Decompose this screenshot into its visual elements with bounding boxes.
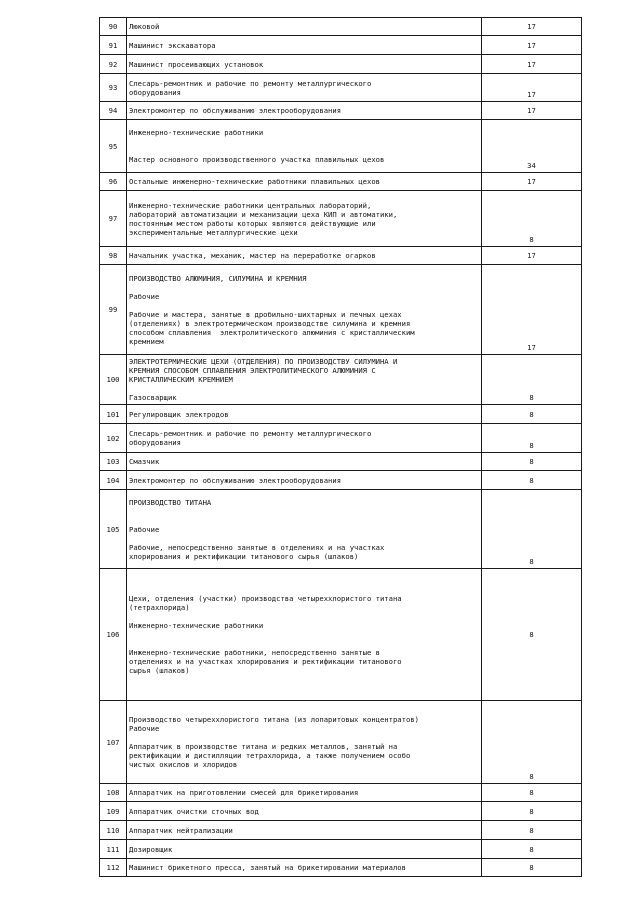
row-value: 8 xyxy=(482,355,582,405)
description-line: ПРОИЗВОДСТВО АЛЮМИНИЯ, СИЛУМИНА И КРЕМНИЯ xyxy=(129,273,307,283)
row-number: 104 xyxy=(100,471,127,490)
row-value: 8 xyxy=(482,569,582,701)
description-line: Слесарь-ремонтник и рабочие по ремонту металлургического xyxy=(129,429,372,438)
description-line: лабораторий автоматизации и механизации цеха КИП и автоматики, xyxy=(129,209,398,219)
row-number: 108 xyxy=(100,784,127,802)
row-value: 17 xyxy=(482,247,582,265)
description-line: Машинист просеивающих установок xyxy=(129,59,264,69)
row-number: 112 xyxy=(100,859,127,877)
description-line: сырья (шлаков) xyxy=(129,666,190,675)
description-line: чистых окислов и хлоридов xyxy=(129,760,238,769)
row-number: 91 xyxy=(100,36,127,55)
row-description xyxy=(127,424,482,453)
row-value: 17 xyxy=(482,36,582,55)
description-line: экспериментальные металлургические цехи xyxy=(129,227,298,237)
table-row xyxy=(100,36,582,55)
description-line: Инженерно-технические работники центральных лабораторий, xyxy=(129,200,372,210)
description-line: Аппаратчик нейтрализации xyxy=(129,825,233,835)
table-row xyxy=(100,784,582,802)
table-row xyxy=(100,173,582,191)
row-value: 34 xyxy=(482,120,582,173)
hazard-pay-table xyxy=(99,17,582,877)
row-number: 107 xyxy=(100,701,127,784)
row-description xyxy=(127,453,482,471)
row-value: 8 xyxy=(482,821,582,840)
table-row xyxy=(100,355,582,405)
row-value: 8 xyxy=(482,453,582,471)
table-row xyxy=(100,453,582,471)
description-line: ПРОИЗВОДСТВО ТИТАНА xyxy=(129,497,212,507)
table-row xyxy=(100,840,582,859)
blank-line xyxy=(129,639,479,648)
description-line: Газосварщик xyxy=(129,393,177,402)
row-description xyxy=(127,120,482,173)
row-value: 8 xyxy=(482,859,582,877)
row-description xyxy=(127,569,482,701)
row-value: 17 xyxy=(482,173,582,191)
row-number: 100 xyxy=(100,355,127,405)
row-number: 110 xyxy=(100,821,127,840)
row-description xyxy=(127,265,482,355)
row-value: 8 xyxy=(482,701,582,784)
description-line: Дозировщик xyxy=(129,844,173,854)
description-line: Машинист брикетного пресса, занятый на брикетировании материалов xyxy=(129,863,406,872)
row-description xyxy=(127,859,482,877)
blank-line xyxy=(129,283,479,292)
description-line: Производство четыреххлористого титана (из лопаритовых концентратов) xyxy=(129,715,419,724)
description-line: Аппаратчик на приготовлении смесей для брикетирования xyxy=(129,788,359,797)
row-description xyxy=(127,191,482,247)
row-number: 102 xyxy=(100,424,127,453)
row-value: 17 xyxy=(482,55,582,74)
table-body xyxy=(100,18,582,877)
description-line: оборудования xyxy=(129,438,181,447)
row-number: 93 xyxy=(100,74,127,102)
table-row xyxy=(100,74,582,102)
row-description xyxy=(127,102,482,120)
table-row xyxy=(100,569,582,701)
row-number: 90 xyxy=(100,18,127,36)
table-row xyxy=(100,859,582,877)
row-number: 95 xyxy=(100,120,127,173)
description-line: КРЕМНИЯ СПОСОБОМ СПЛАВЛЕНИЯ ЭЛЕКТРОЛИТИЧЕСКОГО АЛЮМИНИЯ С xyxy=(129,366,376,375)
table-row xyxy=(100,102,582,120)
description-line: Рабочие xyxy=(129,291,160,301)
blank-line xyxy=(129,516,479,525)
description-line: Смазчик xyxy=(129,457,160,466)
description-line: Электромонтер по обслуживанию электрооборудования xyxy=(129,106,342,115)
row-value: 17 xyxy=(482,265,582,355)
description-line: хлорирования и ректификации титанового сырья (шлаков) xyxy=(129,551,359,561)
document-page xyxy=(99,17,570,877)
description-line: постоянным местом работы которых являются действующие или xyxy=(129,218,376,228)
row-value: 8 xyxy=(482,784,582,802)
description-line: Регулировщик электродов xyxy=(129,409,229,419)
description-line: ЭЛЕКТРОТЕРМИЧЕСКИЕ ЦЕХИ (ОТДЕЛЕНИЯ) ПО ПРОИЗВОДСТВУ СИЛУМИНА И xyxy=(129,357,398,366)
row-description xyxy=(127,821,482,840)
description-line: Машинист экскаватора xyxy=(129,40,216,50)
row-number: 98 xyxy=(100,247,127,265)
row-description xyxy=(127,74,482,102)
row-value: 8 xyxy=(482,840,582,859)
description-line: (отделениях) в электротермическом производстве силумина и кремния xyxy=(129,318,411,328)
description-line: Инженерно-технические работники xyxy=(129,128,264,137)
table-row xyxy=(100,18,582,36)
table-row xyxy=(100,802,582,821)
row-value: 17 xyxy=(482,102,582,120)
description-line: оборудования xyxy=(129,87,181,97)
description-line: Инженерно-технические работники, непосредственно занятые в xyxy=(129,648,380,657)
row-number: 94 xyxy=(100,102,127,120)
blank-line xyxy=(129,612,479,621)
blank-line xyxy=(129,534,479,543)
row-value: 8 xyxy=(482,490,582,569)
description-line: Люковой xyxy=(129,22,160,31)
table-row xyxy=(100,120,582,173)
row-value: 8 xyxy=(482,471,582,490)
table-row xyxy=(100,247,582,265)
row-description xyxy=(127,490,482,569)
row-description xyxy=(127,701,482,784)
row-number: 106 xyxy=(100,569,127,701)
row-value: 8 xyxy=(482,424,582,453)
blank-line xyxy=(129,301,479,310)
row-number: 103 xyxy=(100,453,127,471)
row-description xyxy=(127,355,482,405)
description-line: Инженерно-технические работники xyxy=(129,621,264,630)
row-description xyxy=(127,173,482,191)
table-row xyxy=(100,424,582,453)
row-number: 96 xyxy=(100,173,127,191)
table-row xyxy=(100,701,582,784)
row-description xyxy=(127,784,482,802)
table-row xyxy=(100,265,582,355)
description-line: кремнием xyxy=(129,336,164,346)
row-number: 101 xyxy=(100,405,127,424)
description-line: отделениях и на участках хлорирования и ректификации титанового xyxy=(129,657,402,666)
blank-line xyxy=(129,733,479,742)
description-line: Слесарь-ремонтник и рабочие по ремонту металлургического xyxy=(129,78,372,88)
row-number: 97 xyxy=(100,191,127,247)
row-value: 8 xyxy=(482,191,582,247)
row-description xyxy=(127,471,482,490)
row-value: 8 xyxy=(482,802,582,821)
row-description xyxy=(127,55,482,74)
blank-line xyxy=(129,630,479,639)
description-line: ректификации и дистилляции тетрахлорида, а также получением особо xyxy=(129,751,411,760)
row-value: 17 xyxy=(482,74,582,102)
row-number: 111 xyxy=(100,840,127,859)
description-line: Аппаратчик в производстве титана и редких металлов, занятый на xyxy=(129,742,398,751)
blank-line xyxy=(129,146,479,155)
table-row xyxy=(100,490,582,569)
row-description xyxy=(127,36,482,55)
description-line: Электромонтер по обслуживанию электрооборудования xyxy=(129,475,342,485)
description-line: Начальник участка, механик, мастер на переработке огарков xyxy=(129,251,376,260)
description-line: Аппаратчик очистки сточных вод xyxy=(129,806,259,816)
blank-line xyxy=(129,384,479,393)
description-line: Рабочие, непосредственно занятые в отделениях и на участках xyxy=(129,542,385,552)
row-description xyxy=(127,247,482,265)
description-line: Рабочие xyxy=(129,524,160,534)
description-line: КРИСТАЛЛИЧЕСКИМ КРЕМНИЕМ xyxy=(129,375,233,384)
description-line: Рабочие и мастера, занятые в дробильно-шихтарных и печных цехах xyxy=(129,309,402,319)
table-row xyxy=(100,191,582,247)
row-description xyxy=(127,405,482,424)
description-line: (тетрахлорида) xyxy=(129,603,190,612)
row-number: 92 xyxy=(100,55,127,74)
table-row xyxy=(100,405,582,424)
row-number: 99 xyxy=(100,265,127,355)
description-line: Мастер основного производственного участка плавильных цехов xyxy=(129,155,385,164)
description-line: способом сплавления электролитического алюминия с кристаллическим xyxy=(129,327,415,337)
row-number: 105 xyxy=(100,490,127,569)
blank-line xyxy=(129,137,479,146)
table-row xyxy=(100,821,582,840)
table-row xyxy=(100,55,582,74)
description-line: Остальные инженерно-технические работники плавильных цехов xyxy=(129,177,380,186)
row-description xyxy=(127,18,482,36)
row-number: 109 xyxy=(100,802,127,821)
row-description xyxy=(127,840,482,859)
blank-line xyxy=(129,507,479,516)
row-description xyxy=(127,802,482,821)
table-row xyxy=(100,471,582,490)
description-line: Рабочие xyxy=(129,724,160,733)
row-value: 8 xyxy=(482,405,582,424)
description-line: Цехи, отделения (участки) производства четыреххлористого титана xyxy=(129,594,402,603)
row-value: 17 xyxy=(482,18,582,36)
